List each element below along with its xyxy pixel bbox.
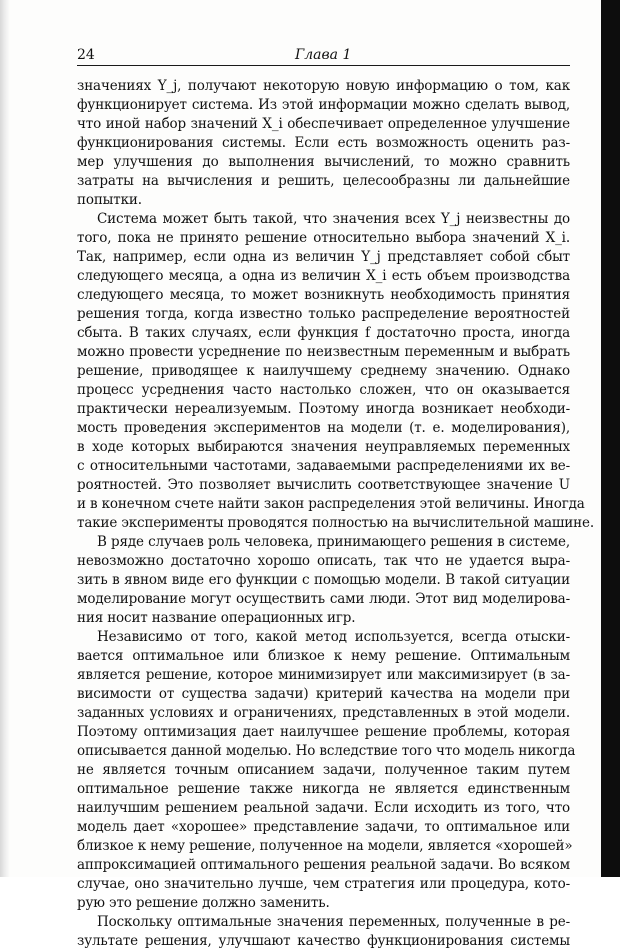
text-line: и в конечном счете найти закон распределения этой величины. Иногда <box>77 496 585 512</box>
text-line: следующего месяца, то может возникнуть необходимость принятия <box>77 287 570 303</box>
scan-edge-right-bar <box>601 0 620 877</box>
text-line: описывается данной моделью. Но вследствие того что модель никогда <box>77 743 576 759</box>
text-line: решение, приводящее к наилучшему среднему значению. Однако <box>77 363 570 379</box>
text-line: Поскольку оптимальные значения переменных, полученные в ре- <box>97 914 570 930</box>
text-line: ния носит название операционных игр. <box>77 610 356 626</box>
text-line: Система может быть такой, что значения всех Y_j неизвестны до <box>97 211 570 227</box>
text-line: В ряде случаев роль человека, принимающего решения в системе, <box>97 534 570 550</box>
text-line: практически нереализуемым. Поэтому иногда возникает необходи- <box>77 401 570 417</box>
text-line: зить в явном виде его функции с помощью модели. В такой ситуации <box>77 572 570 588</box>
text-line: близкое к нему решение, полученное на модели, является «хорошей» <box>77 838 573 854</box>
text-line: с относительными частотами, задаваемыми распределениями их ве- <box>77 458 570 474</box>
text-line: процесс усреднения часто настолько сложен, что он оказывается <box>77 382 570 398</box>
text-line: оптимальное решение также никогда не является единственным <box>77 781 570 797</box>
text-line: наилучшим решением реальной задачи. Если исходить из того, что <box>77 800 570 816</box>
text-line: того, пока не принято решение относительно выбора значений X_i. <box>77 230 570 246</box>
text-line: в ходе которых выбираются значения неуправляемых переменных <box>77 439 570 455</box>
text-line: следующего месяца, а одна из величин X_i есть объем производства <box>77 268 570 284</box>
text-line: заданных условиях и ограничениях, представленных в этой модели. <box>77 705 570 721</box>
page-header <box>77 46 570 68</box>
text-line: затраты на вычисления и решить, целесообразны ли дальнейшие <box>77 173 570 189</box>
scan-edge-left <box>0 0 10 877</box>
text-line: можно провести усреднение по неизвестным переменным и выбрать <box>77 344 570 360</box>
text-line: решения тогда, когда известно только распределение вероятностей <box>77 306 570 322</box>
text-line: попытки. <box>77 192 142 208</box>
text-line: функционирует система. Из этой информации можно сделать вывод, <box>77 97 570 113</box>
text-line: функционирования системы. Если есть возможность оценить раз- <box>77 135 570 151</box>
text-line: аппроксимацией оптимального решения реальной задачи. Во всяком <box>77 857 570 873</box>
text-line: является решение, которое минимизирует или максимизирует (в за- <box>77 667 570 683</box>
text-line: модель дает «хорошее» представление задачи, то оптимальное или <box>77 819 570 835</box>
text-line: вается оптимальное или близкое к нему решение. Оптимальным <box>77 648 570 664</box>
text-line: Так, например, если одна из величин Y_j представляет собой сбыт <box>77 249 570 265</box>
text-line: Независимо от того, какой метод используется, всегда отыски- <box>97 629 570 645</box>
chapter-running-head: Глава 1 <box>295 47 352 63</box>
page-number: 24 <box>77 47 95 63</box>
text-line: не является точным описанием задачи, полученное таким путем <box>77 762 570 778</box>
body-text <box>77 77 594 951</box>
text-line: что иной набор значений X_i обеспечивает определенное улучшение <box>77 116 570 132</box>
text-line: роятностей. Это позволяет вычислить соответствующее значение U <box>77 477 570 493</box>
text-line: рую это решение должно заменить. <box>77 895 330 911</box>
header-rule <box>77 65 570 66</box>
text-line: висимости от существа задачи) критерий качества на модели при <box>77 686 570 702</box>
text-line: мер улучшения до выполнения вычислений, то можно сравнить <box>77 154 570 170</box>
text-line: зультате решения, улучшают качество функционирования системы <box>77 933 570 949</box>
text-line: сбыта. В таких случаях, если функция f достаточно проста, иногда <box>77 325 570 341</box>
text-line: такие эксперименты проводятся полностью на вычислительной машине. <box>77 515 594 531</box>
text-line: Поэтому оптимизация дает наилучшее решение проблемы, которая <box>77 724 570 740</box>
text-line: случае, оно значительно лучше, чем стратегия или процедура, кото- <box>77 876 570 892</box>
text-line: значениях Y_j, получают некоторую новую информацию о том, как <box>77 78 570 94</box>
text-line: мость проведения экспериментов на модели (т. е. моделирования), <box>77 420 570 436</box>
text-line: моделирование могут осуществить сами люди. Этот вид моделирова- <box>77 591 570 607</box>
text-line: невозможно достаточно хорошо описать, так что не удается выра- <box>77 553 570 569</box>
